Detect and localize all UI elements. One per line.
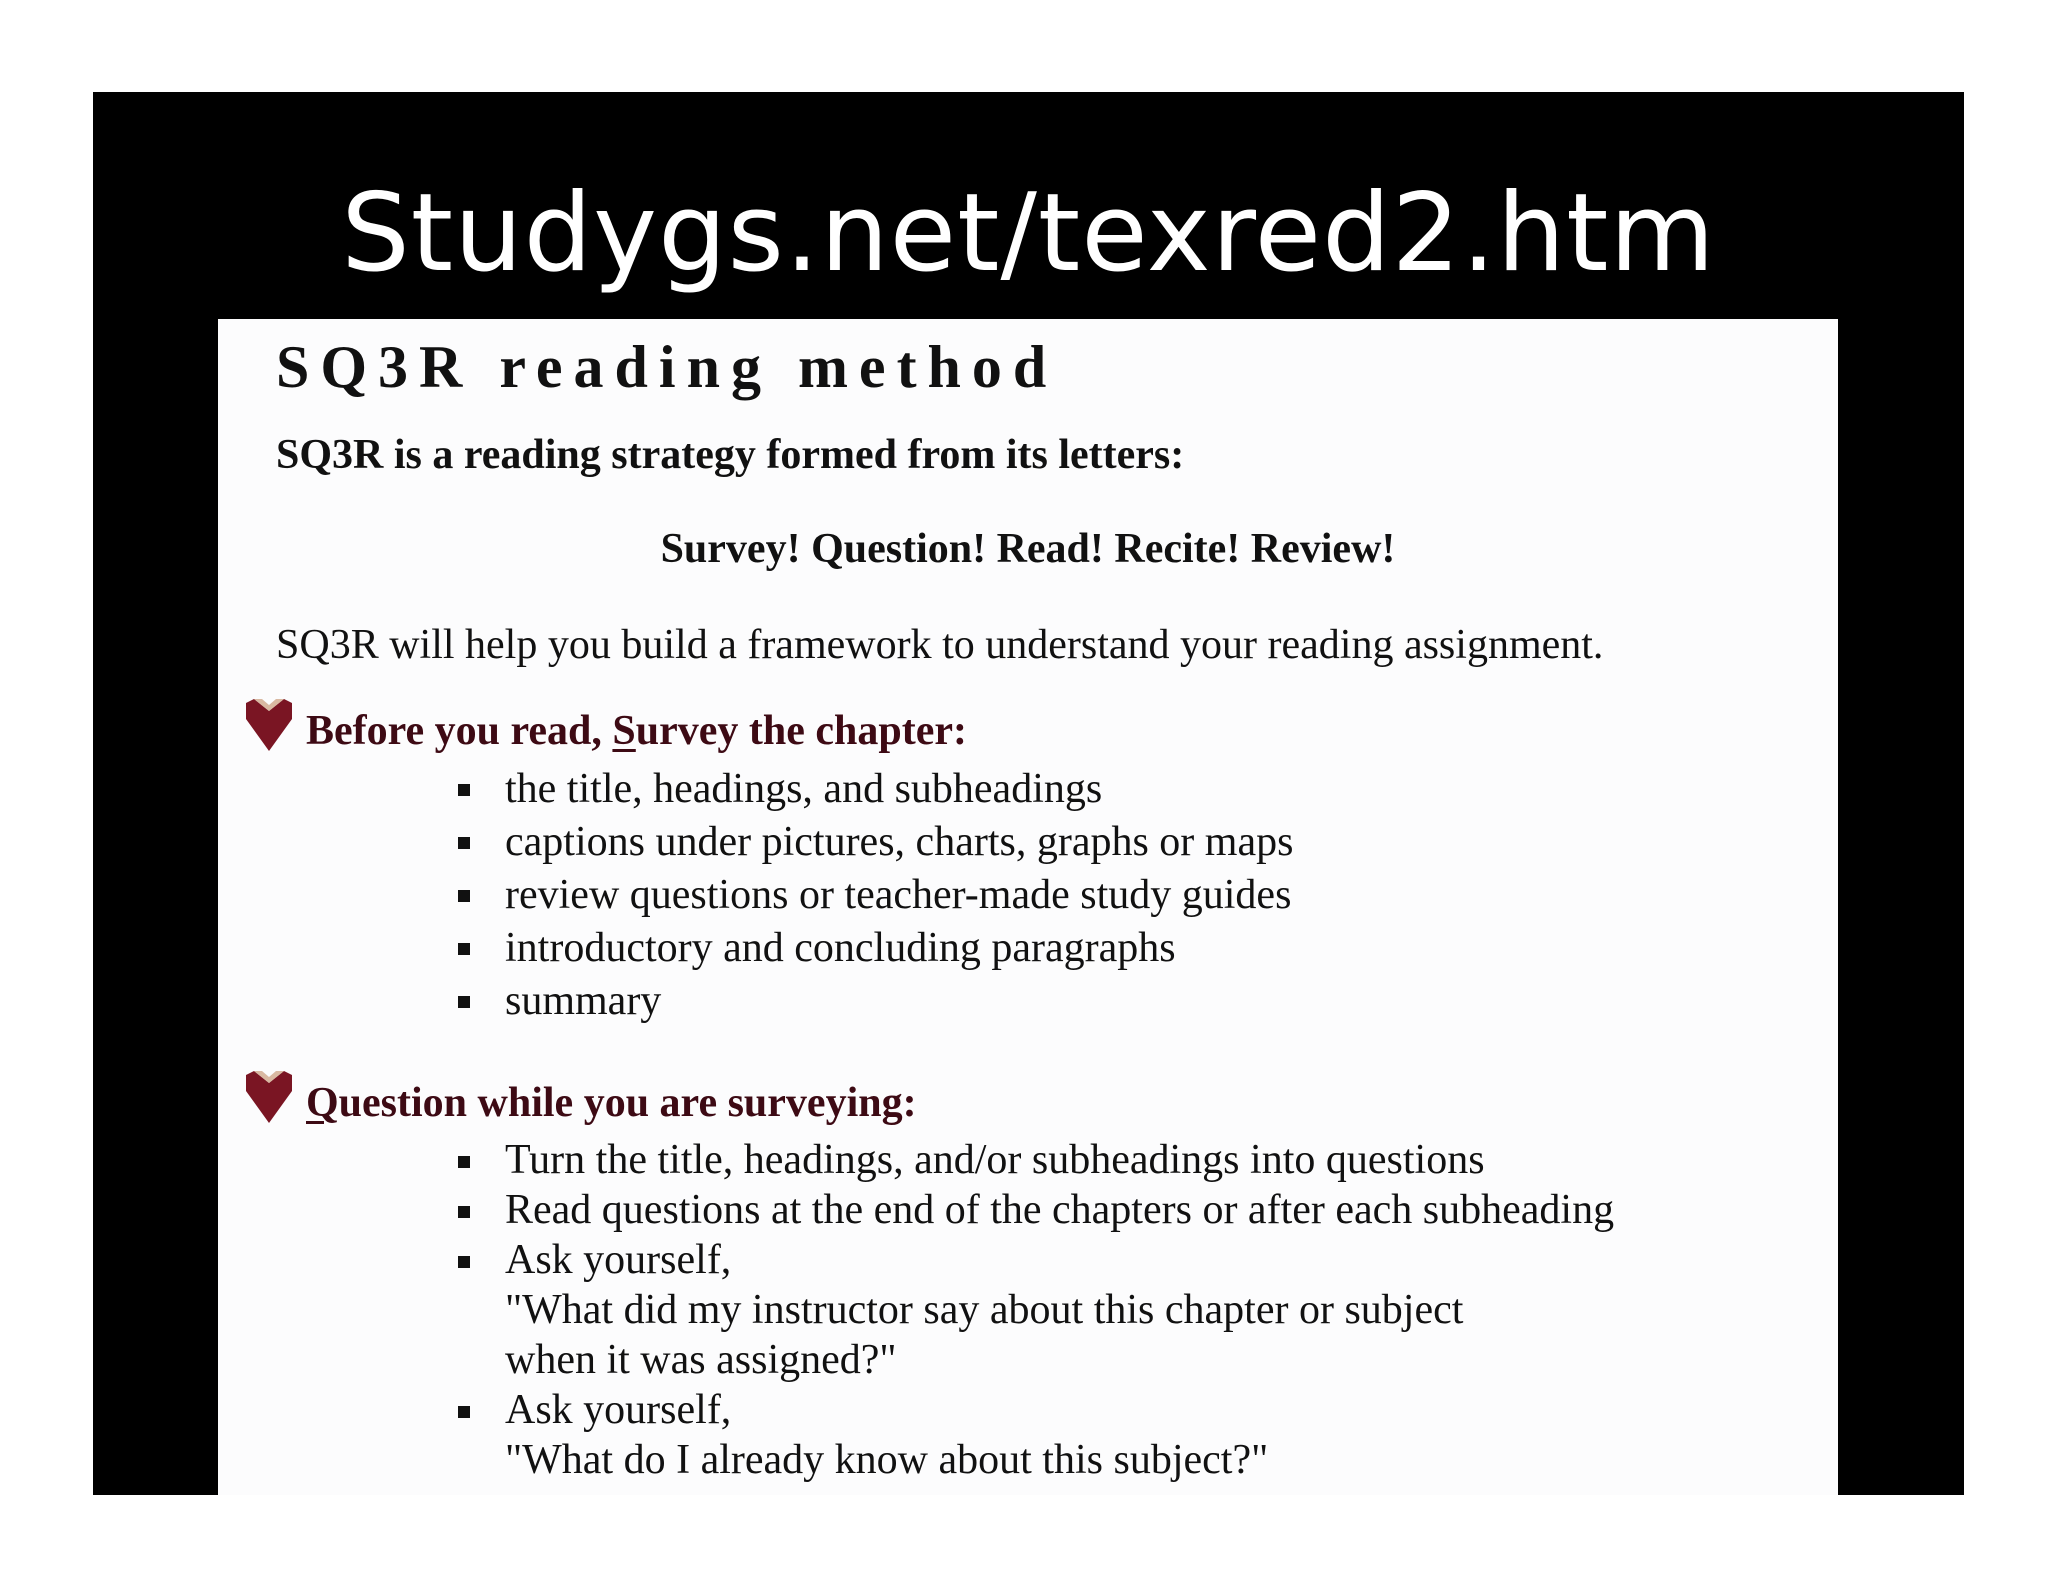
page-help-text: SQ3R will help you build a framework to understand your reading assignment. <box>276 622 1604 668</box>
list-item: review questions or teacher-made study guides <box>458 869 1293 922</box>
list-item: introductory and concluding paragraphs <box>458 922 1293 975</box>
chevron-marker-icon <box>246 1071 292 1123</box>
list-item: summary <box>458 975 1293 1028</box>
list-item-line: when it was assigned?" <box>505 1337 897 1383</box>
slide-title: Studygs.net/texred2.htm <box>341 171 1716 296</box>
list-item-line: "What do I already know about this subject?" <box>505 1437 1269 1483</box>
section-heading-prefix: Before you read, <box>306 708 613 754</box>
list-item: the title, headings, and subheadings <box>458 763 1293 816</box>
section-heading-initial: S <box>612 708 636 754</box>
list-item-line: Read questions at the end of the chapters or after each subheading <box>505 1187 1615 1233</box>
list-item <box>458 1135 1614 1185</box>
section-heading-question <box>306 1079 917 1127</box>
list-item <box>458 1185 1614 1235</box>
page-heading: SQ3R reading method <box>276 334 1058 400</box>
list-item: captions under pictures, charts, graphs or maps <box>458 816 1293 869</box>
list-item-line: Ask yourself, <box>505 1387 732 1433</box>
question-list <box>458 1135 1614 1485</box>
list-item-line: Ask yourself, <box>505 1237 732 1283</box>
list-item-line: "What did my instructor say about this chapter or subject <box>505 1287 1464 1333</box>
chevron-marker-icon <box>246 699 292 751</box>
webpage-screenshot <box>218 319 1838 1495</box>
section-heading-suffix: urvey the chapter: <box>635 708 968 754</box>
page-tagline: Survey! Question! Read! Recite! Review! <box>660 526 1396 572</box>
section-heading-initial: Q <box>306 1080 339 1126</box>
list-item <box>458 1385 1614 1485</box>
section-heading-survey <box>306 707 967 755</box>
section-heading-suffix: uestion while you are surveying: <box>338 1080 917 1126</box>
survey-list <box>458 763 1293 1028</box>
list-item-line: Turn the title, headings, and/or subheadings into questions <box>505 1137 1485 1183</box>
list-item <box>458 1235 1614 1385</box>
page-intro: SQ3R is a reading strategy formed from its letters: <box>276 432 1185 478</box>
slide <box>93 92 1964 1495</box>
